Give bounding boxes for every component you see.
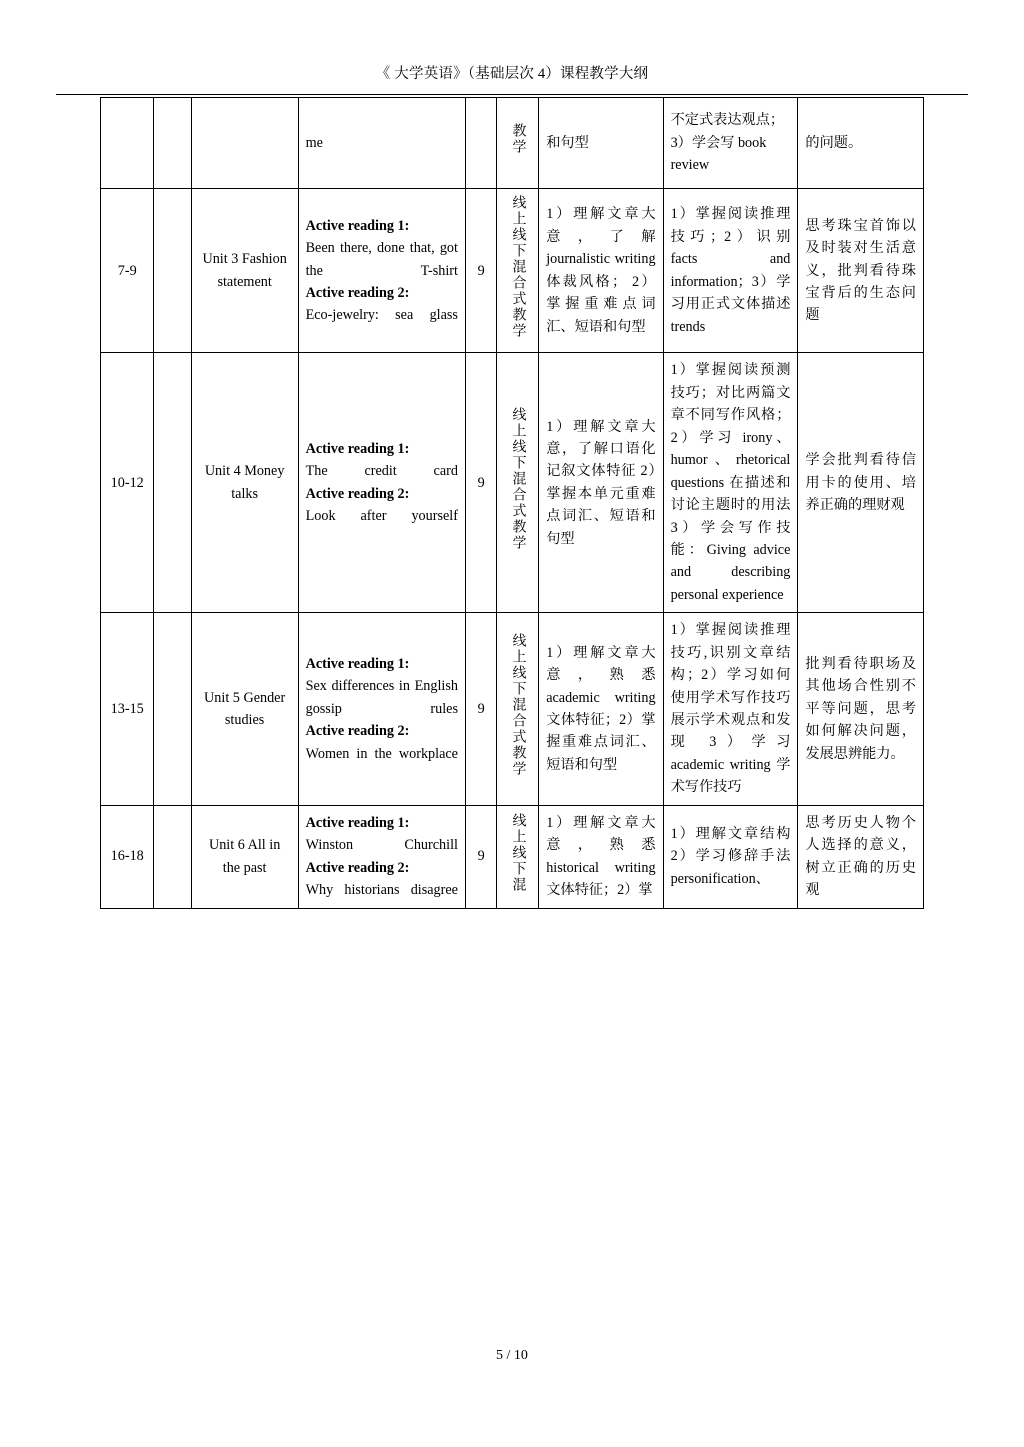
page-footer: 5 / 10	[496, 1348, 528, 1363]
cell-knowledge: 和句型	[539, 98, 663, 189]
cell-knowledge: 1）理解文章大意，了解口语化记叙文体特征 2）掌握本单元重难点词汇、短语和句型	[539, 353, 663, 613]
cell-mode	[497, 353, 539, 613]
reading-text-1: Been there, done that, got the T-shirt	[305, 240, 458, 279]
reading-label-2: Active reading 2:	[305, 485, 410, 502]
mode-vertical-text: 线上线下混	[510, 812, 526, 893]
header-divider	[56, 94, 968, 95]
reading-label-2: Active reading 2:	[305, 723, 410, 740]
cell-unit: Unit 4 Money talks	[191, 353, 298, 613]
cell-blank	[154, 613, 191, 806]
mode-vertical-text: 线上线下混合式教学	[510, 195, 526, 339]
table-row	[101, 805, 924, 908]
cell-week	[101, 98, 154, 189]
reading-text-1: The credit card	[305, 463, 458, 480]
reading-label-1: Active reading 1:	[305, 440, 410, 457]
cell-hours: 9	[465, 805, 496, 908]
cell-reading	[298, 613, 465, 806]
reading-text-1: Winston Churchill	[305, 837, 458, 854]
reading-text-2: Women in the workplace	[305, 745, 458, 762]
cell-reading	[298, 353, 465, 613]
reading-label-1: Active reading 1:	[305, 217, 410, 234]
cell-unit: Unit 3 Fashion statement	[191, 189, 298, 353]
cell-reading: me	[298, 98, 465, 189]
cell-skill: 不定式表达观点；3）学会写 book review	[663, 98, 798, 189]
cell-value: 的问题。	[798, 98, 924, 189]
cell-unit: Unit 6 All in the past	[191, 805, 298, 908]
cell-knowledge: 1）理解文章大意，熟悉 historical writing 文体特征；2）掌	[539, 805, 663, 908]
cell-hours: 9	[465, 613, 496, 806]
cell-knowledge: 1）理解文章大意，了解 journalistic writing 体裁风格； 2）掌握重难点词汇、短语和句型	[539, 189, 663, 353]
cell-value: 学会批判看待信用卡的使用、培养正确的理财观	[798, 353, 924, 613]
cell-value: 批判看待职场及其他场合性别不平等问题，思考如何解决问题，发展思辨能力。	[798, 613, 924, 806]
cell-skill: 1）掌握阅读推理技巧,识别文章结构；2）学习如何使用学术写作技巧展示学术观点和发现 3）学习 academic writing 学术写作技巧	[663, 613, 798, 806]
table-row	[101, 353, 924, 613]
cell-week: 7-9	[101, 189, 154, 353]
cell-knowledge: 1）理解文章大意，熟悉 academic writing 文体特征；2）掌握重难点词汇、短语和句型	[539, 613, 663, 806]
cell-reading	[298, 805, 465, 908]
reading-label-2: Active reading 2:	[305, 859, 410, 876]
cell-mode	[497, 189, 539, 353]
cell-blank	[154, 189, 191, 353]
cell-mode	[497, 805, 539, 908]
cell-unit: Unit 5 Gender studies	[191, 613, 298, 806]
cell-hours	[465, 98, 496, 189]
cell-unit	[191, 98, 298, 189]
cell-value: 思考历史人物个人选择的意义，树立正确的历史观	[798, 805, 924, 908]
reading-text-2: Why historians disagree	[305, 882, 458, 899]
cell-reading	[298, 189, 465, 353]
reading-label-1: Active reading 1:	[305, 655, 410, 672]
reading-text-2: Look after yourself	[305, 508, 458, 525]
table-row	[101, 189, 924, 353]
cell-blank	[154, 353, 191, 613]
reading-text-2: Eco-jewelry: sea glass	[305, 307, 458, 324]
reading-label-2: Active reading 2:	[305, 284, 410, 301]
cell-hours: 9	[465, 353, 496, 613]
cell-skill: 1）掌握阅读推理技巧；2）识别 facts and information；3）学习用正式文体描述 trends	[663, 189, 798, 353]
cell-week: 10-12	[101, 353, 154, 613]
cell-week: 16-18	[101, 805, 154, 908]
mode-vertical-text: 线上线下混合式教学	[510, 633, 526, 778]
reading-text-1: Sex differences in English gossip rules	[305, 678, 458, 717]
cell-mode	[497, 613, 539, 806]
reading-label-1: Active reading 1:	[305, 814, 410, 831]
cell-skill: 1）掌握阅读预测技巧；对比两篇文章不同写作风格；2）学习 irony、humor、rhetorical questions 在描述和讨论主题时的用法 3）学会写作技能：Giving advice and describing personal experience	[663, 353, 798, 613]
mode-vertical-text: 线上线下混合式教学	[510, 407, 526, 552]
cell-blank	[154, 805, 191, 908]
cell-skill: 1）理解文章结构 2）学习修辞手法 personification、	[663, 805, 798, 908]
table-row	[101, 613, 924, 806]
page-header: 《 大学英语》（基础层次 4）课程教学大纲	[375, 66, 649, 82]
cell-hours: 9	[465, 189, 496, 353]
cell-mode	[497, 98, 539, 189]
cell-value: 思考珠宝首饰以及时装对生活意义，批判看待珠宝背后的生态问题	[798, 189, 924, 353]
cell-blank	[154, 98, 191, 189]
syllabus-table	[100, 97, 924, 909]
mode-vertical-text: 教学	[510, 123, 526, 156]
cell-week: 13-15	[101, 613, 154, 806]
table-row	[101, 98, 924, 189]
